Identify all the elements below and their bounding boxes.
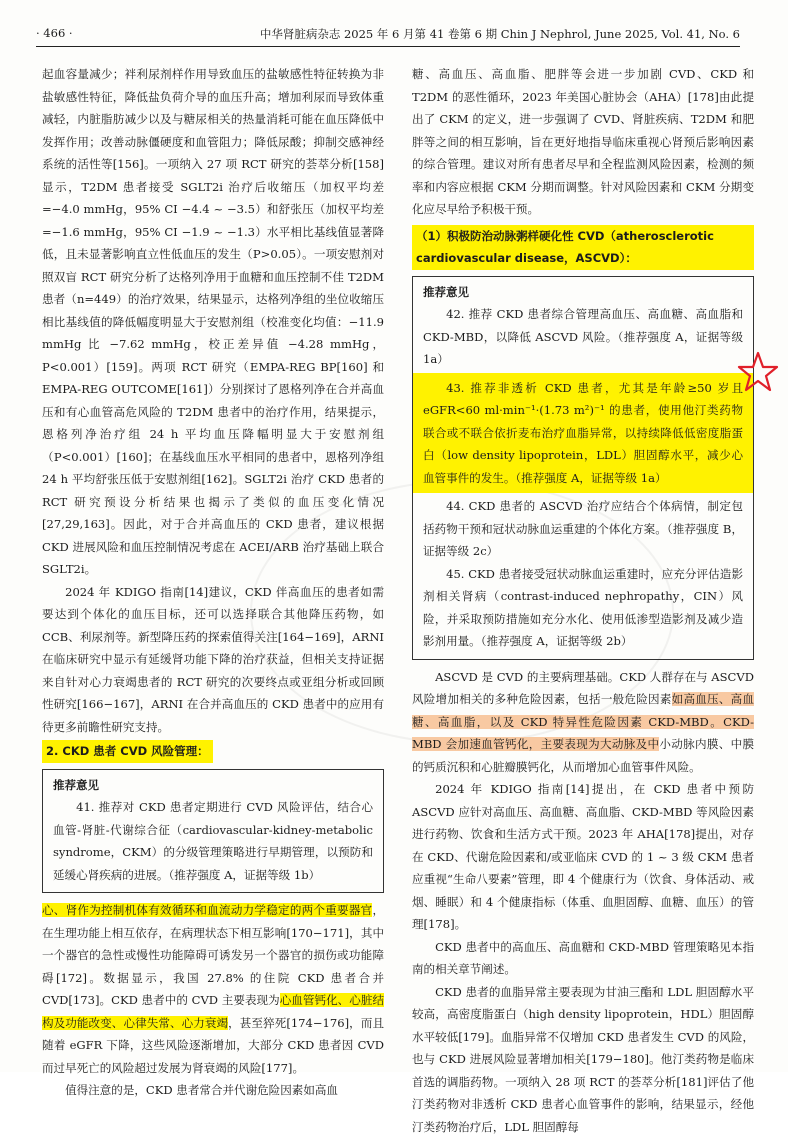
highlight-cvd-manifestations: 心血管钙化、心脏结构及功能改变、心律失常、心力衰竭 bbox=[42, 993, 384, 1030]
right-paragraph-4: CKD 患者中的高血压、高血糖和 CKD-MBD 管理策略见本指南的相关章节阐述。 bbox=[412, 936, 754, 981]
right-paragraph-2-text-a: ASCVD 是 CVD 的主要病理基础。CKD 人群存在与 ASCVD 风险增加相关的多种危险因素，包括一般危险因素 bbox=[412, 670, 754, 707]
highlight-risk-factors: 如高血压、高血糖、高血脂，以及 CKD 特异性危险因素 CKD-MBD。CKD-MBD 会加速血管钙化，主要表现为大动脉及中 bbox=[412, 692, 754, 751]
red-star-annotation-icon bbox=[736, 350, 780, 394]
running-header bbox=[36, 26, 740, 42]
recommendation-box-41 bbox=[42, 769, 384, 894]
recommendation-45: 45. CKD 患者接受冠状动脉血运重建时，应充分评估造影剂相关肾病（contrast-induced nephropathy，CIN）风险，并采取预防措施如充分水化、使用低渗型造影剂及减少造影剂用量。（推荐强度 A，证据等级 2b） bbox=[423, 563, 743, 653]
recommendation-44: 44. CKD 患者的 ASCVD 治疗应结合个体病情，制定包括药物干预和冠状动脉血运重建的个体化方案。（推荐强度 B，证据等级 2c） bbox=[423, 495, 743, 563]
right-paragraph-3: 2024 年 KDIGO 指南[14]提出，在 CKD 患者中预防 ASCVD 应针对高血压、高血糖、高血脂、CKD-MBD 等风险因素进行药物、饮食和生活方式干预。2023 年 AHA[178]提出，对存在 CKD、代谢危险因素和/或亚临床 CVD 的 1 ~ 3 级 CKM 患者应重视“生命八要素”管理，即 4 个健康行为（饮食、身体活动、戒烟、睡眠）和 4 个健康指标（体重、血胆固醇、血糖、血压）的管理[178]。 bbox=[412, 778, 754, 936]
left-paragraph-2: 2024 年 KDIGO 指南[14]建议，CKD 伴高血压的患者如需要达到个体化的血压目标，还可以选择联合其他降压药物，如 CCB、利尿剂等。新型降压药的探索值得关注[164−169]，ARNI 在临床研究中显示有延缓肾功能下降的治疗获益，但相关支持证据来自针对心力衰竭患者的 RCT 研究的次要终点或亚组分析或回顾性研究[166−167]，ARNI 在合并高血压的 CKD 患者中的应用有待更多前瞻性研究支持。 bbox=[42, 581, 384, 739]
journal-citation: 中华肾脏病杂志 2025 年 6 月第 41 卷第 6 期 Chin J Nephrol, June 2025, Vol. 41, No. 6 bbox=[260, 26, 740, 42]
right-paragraph-2 bbox=[412, 666, 754, 779]
recommendation-41: 41. 推荐对 CKD 患者定期进行 CVD 风险评估，结合心血管-肾脏-代谢综合征（cardiovascular-kidney-metabolic syndrome，CKM）的分级管理策略进行早期管理，以预防和延缓心肾疾病的进展。（推荐强度 A，证据等级 1b） bbox=[53, 796, 373, 886]
left-paragraph-3 bbox=[42, 899, 384, 1079]
recommendation-42: 42. 推荐 CKD 患者综合管理高血压、高血糖、高血脂和 CKD-MBD，以降低 ASCVD 风险。（推荐强度 A，证据等级 1a） bbox=[423, 303, 743, 371]
highlight-heart-kidney: 心、肾作为控制机体有效循环和血流动力学稳定的两个重要器官 bbox=[42, 903, 372, 917]
recommendation-43: 43. 推荐非透析 CKD 患者，尤其是年龄≥50 岁且 eGFR<60 ml·min⁻¹·(1.73 m²)⁻¹ 的患者，使用他汀类药物联合或不联合依折麦布治疗血脂异常，以持续降低低密度脂蛋白（low density lipoprotein，LDL）胆固醇水平，减少心血管事件的发生。（推荐强度 A，证据等级 1a） bbox=[413, 373, 753, 494]
left-paragraph-3-text-a: ，在生理功能上相互依存，在病理状态下相互影响[170−171]，其中一个器官的急性或慢性功能障碍可诱发另一个器官的损伤或功能障碍[172]。数据显示，我国 27.8% 的住院 CKD 患者合并 CVD[173]。CKD 患者中的 CVD 主要表现为 bbox=[42, 903, 384, 1007]
header-rule bbox=[36, 46, 740, 47]
left-column bbox=[42, 63, 384, 1102]
left-paragraph-1: 起血容量减少；袢利尿剂样作用导致血压的盐敏感性特征转换为非盐敏感性特征，降低盐负荷介导的血压升高；增加利尿而导致体重减轻，内脏脂肪减少以及与糖尿相关的热量消耗可能在血压降低中发挥作用；改善动脉僵硬度和血管阻力；降低尿酸；抑制交感神经系统的活性等[156]。一项纳入 27 项 RCT 研究的荟萃分析[158]显示，T2DM 患者接受 SGLT2i 治疗后收缩压（加权平均差=−4.0 mmHg，95% CI −4.4 ~ −3.5）和舒张压（加权平均差=−1.6 mmHg，95% CI −1.9 ~ −1.3）水平相比基线值显著降低，且未显著影响直立性低血压的发生（P>0.05）。一项安慰剂对照双盲 RCT 研究分析了达格列净用于血糖和血压控制不佳 T2DM 患者（n=449）的治疗效果，结果显示，达格列净组的坐位收缩压相比基线值的降低幅度明显大于安慰剂组（校准变化均值：−11.9 mmHg 比 −7.62 mmHg，校正差异值 −4.28 mmHg，P<0.001）[159]。两项 RCT 研究（EMPA-REG BP[160] 和 EMPA-REG OUTCOME[161]）分别探讨了恩格列净在合并高血压和有心血管高危风险的 T2DM 患者中的治疗作用，结果提示，恩格列净治疗组 24 h 平均血压降幅明显大于安慰剂组（P<0.001）[160]；在基线血压水平相同的患者中，恩格列净组 24 h 平均舒张压低于安慰剂组[162]。SGLT2i 治疗 CKD 患者的 RCT 研究预设分析结果也揭示了类似的血压变化情况[27,29,163]。因此，对于合并高血压的 CKD 患者，建议根据 CKD 进展风险和血压控制情况考虑在 ACEI/ARB 治疗基础上联合 SGLT2i。 bbox=[42, 63, 384, 581]
recommendation-box-42-45 bbox=[412, 276, 754, 660]
recommendation-box-title: 推荐意见 bbox=[53, 774, 373, 797]
left-paragraph-3-text-b: ，甚至猝死[174−176]，而且随着 eGFR 下降，这些风险逐渐增加，大部分 CKD 患者因 CVD 而过早死亡的风险超过发展为肾衰竭的风险[177]。 bbox=[42, 1016, 384, 1075]
section-heading-cvd-risk: 2. CKD 患者 CVD 风险管理： bbox=[42, 740, 213, 763]
right-column bbox=[412, 63, 754, 1138]
section-heading-ascvd: （1）积极防治动脉粥样硬化性 CVD（atherosclerotic cardiovascular disease，ASCVD）： bbox=[412, 225, 754, 270]
recommendation-box-title: 推荐意见 bbox=[423, 281, 743, 304]
left-paragraph-4: 值得注意的是，CKD 患者常合并代谢危险因素如高血 bbox=[42, 1079, 384, 1102]
page-number: · 466 · bbox=[36, 26, 73, 42]
right-paragraph-2-text-b: 小动脉内膜、中膜的钙质沉积和心脏瓣膜钙化，从而增加心血管事件风险。 bbox=[412, 737, 754, 774]
right-paragraph-1: 糖、高血压、高血脂、肥胖等会进一步加剧 CVD、CKD 和 T2DM 的恶性循环，2023 年美国心脏协会（AHA）[178]由此提出了 CKM 的定义，进一步强调了 CVD、肾脏疾病、T2DM 和肥胖等之间的相互影响，旨在更好地指导临床重视心肾预后影响因素的综合管理。建议对所有患者尽早和全程监测风险因素，检测的频率和内容应根据 CKM 分期而调整。针对风险因素和 CKM 分期变化应尽早给予积极干预。 bbox=[412, 63, 754, 221]
right-paragraph-5: CKD 患者的血脂异常主要表现为甘油三酯和 LDL 胆固醇水平较高，高密度脂蛋白（high density lipoprotein，HDL）胆固醇水平较低[179]。血脂异常不仅增加 CKD 患者发生 CVD 的风险，也与 CKD 进展风险显著增加相关[179−180]。他汀类药物是临床首选的调脂药物。一项纳入 28 项 RCT 的荟萃分析[181]评估了他汀类药物对非透析 CKD 患者心血管事件的影响，结果显示，经他汀类药物治疗后，LDL 胆固醇每 bbox=[412, 981, 754, 1138]
